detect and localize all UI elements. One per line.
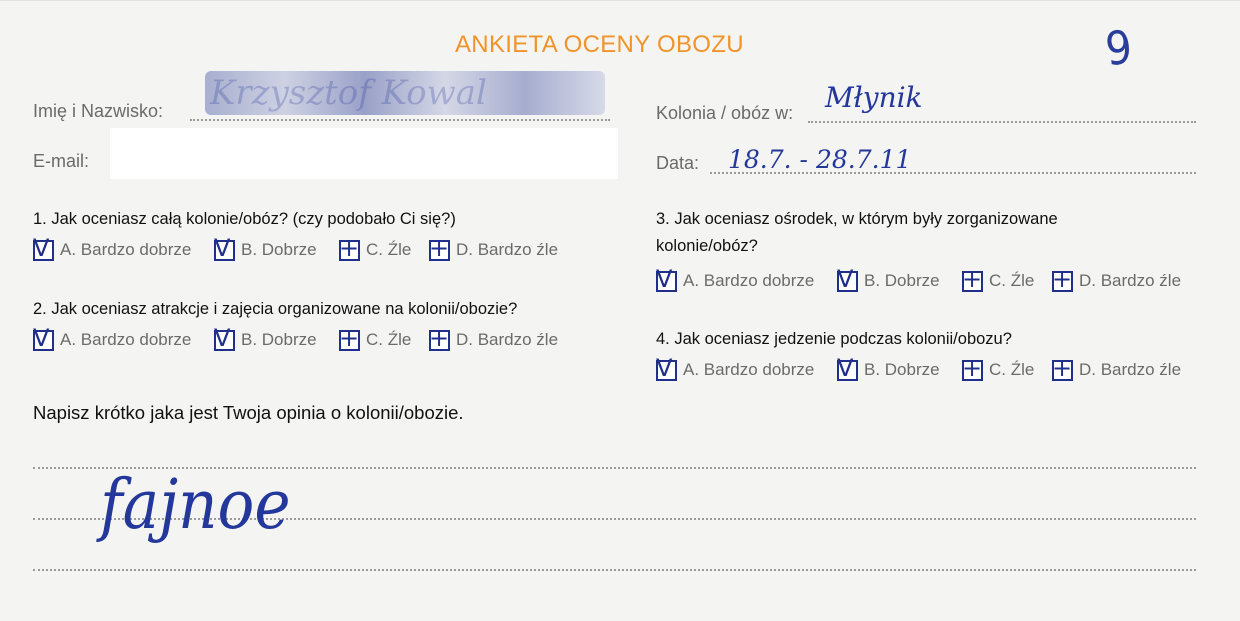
name-value: Krzysztof Kowal	[210, 73, 487, 113]
checkbox[interactable]: V	[837, 271, 858, 292]
checkbox[interactable]: V	[656, 360, 677, 381]
q3-option-c[interactable]: + C. Źle	[962, 264, 1035, 293]
q4-option-b[interactable]: V B. Dobrze	[837, 353, 940, 382]
camp-label: Kolonia / obóz w:	[656, 103, 794, 123]
name-line	[190, 119, 610, 121]
q4-option-a[interactable]: V A. Bardzo dobrze	[656, 353, 815, 382]
q3-option-b[interactable]: V B. Dobrze	[837, 264, 940, 293]
question-4-options	[656, 353, 1216, 384]
question-1: 1. Jak oceniasz całą kolonie/obóz? (czy podobało Ci się?)	[33, 210, 456, 228]
question-2-options	[33, 323, 593, 354]
question-3: 3. Jak oceniasz ośrodek, w którym były zorganizowane kolonie/obóz?	[656, 210, 1058, 255]
checkbox[interactable]: V	[33, 330, 54, 351]
email-label: E-mail:	[33, 151, 90, 171]
q3-option-d[interactable]: + D. Bardzo źle	[1052, 264, 1182, 293]
email-field[interactable]	[110, 128, 618, 179]
q1-option-c[interactable]: + C. Źle	[339, 233, 412, 262]
checkbox[interactable]: +	[429, 233, 450, 262]
checkbox[interactable]: +	[1052, 353, 1073, 382]
question-4: 4. Jak oceniasz jedzenie podczas kolonii/obozu?	[656, 330, 1012, 348]
checkbox[interactable]: +	[1052, 264, 1073, 293]
checkbox[interactable]: V	[656, 271, 677, 292]
camp-line	[808, 121, 1196, 123]
q2-option-b[interactable]: V B. Dobrze	[214, 323, 317, 352]
form-title: ANKIETA OCENY OBOZU	[455, 31, 744, 58]
camp-value: Młynik	[825, 81, 923, 114]
checkbox[interactable]: +	[339, 233, 360, 262]
q1-option-d[interactable]: + D. Bardzo źle	[429, 233, 559, 262]
checkbox[interactable]: V	[837, 360, 858, 381]
date-value: 18.7. - 28.7.11	[728, 145, 912, 174]
question-1-options	[33, 233, 593, 264]
checkbox[interactable]: V	[214, 330, 235, 351]
q1-option-a[interactable]: V A. Bardzo dobrze	[33, 233, 192, 262]
checkbox[interactable]: V	[33, 240, 54, 261]
checkbox[interactable]: +	[962, 264, 983, 293]
opinion-answer[interactable]: fajnoe	[100, 466, 291, 545]
checkbox[interactable]: +	[339, 323, 360, 352]
opinion-line-3	[33, 569, 1196, 571]
q2-option-c[interactable]: + C. Źle	[339, 323, 412, 352]
checkbox[interactable]: +	[962, 353, 983, 382]
question-2: 2. Jak oceniasz atrakcje i zajęcia organizowane na kolonii/obozie?	[33, 300, 518, 318]
name-label: Imię i Nazwisko:	[33, 101, 164, 121]
q4-option-d[interactable]: + D. Bardzo źle	[1052, 353, 1182, 382]
question-3-options	[656, 264, 1216, 295]
q2-option-d[interactable]: + D. Bardzo źle	[429, 323, 559, 352]
q4-option-c[interactable]: + C. Źle	[962, 353, 1035, 382]
opinion-question: Napisz krótko jaka jest Twoja opinia o kolonii/obozie.	[33, 402, 464, 423]
handwritten-number: 9	[1102, 19, 1135, 77]
date-label: Data:	[656, 153, 700, 173]
q1-option-b[interactable]: V B. Dobrze	[214, 233, 317, 262]
checkbox[interactable]: +	[429, 323, 450, 352]
q3-option-a[interactable]: V A. Bardzo dobrze	[656, 264, 815, 293]
checkbox[interactable]: V	[214, 240, 235, 261]
q2-option-a[interactable]: V A. Bardzo dobrze	[33, 323, 192, 352]
